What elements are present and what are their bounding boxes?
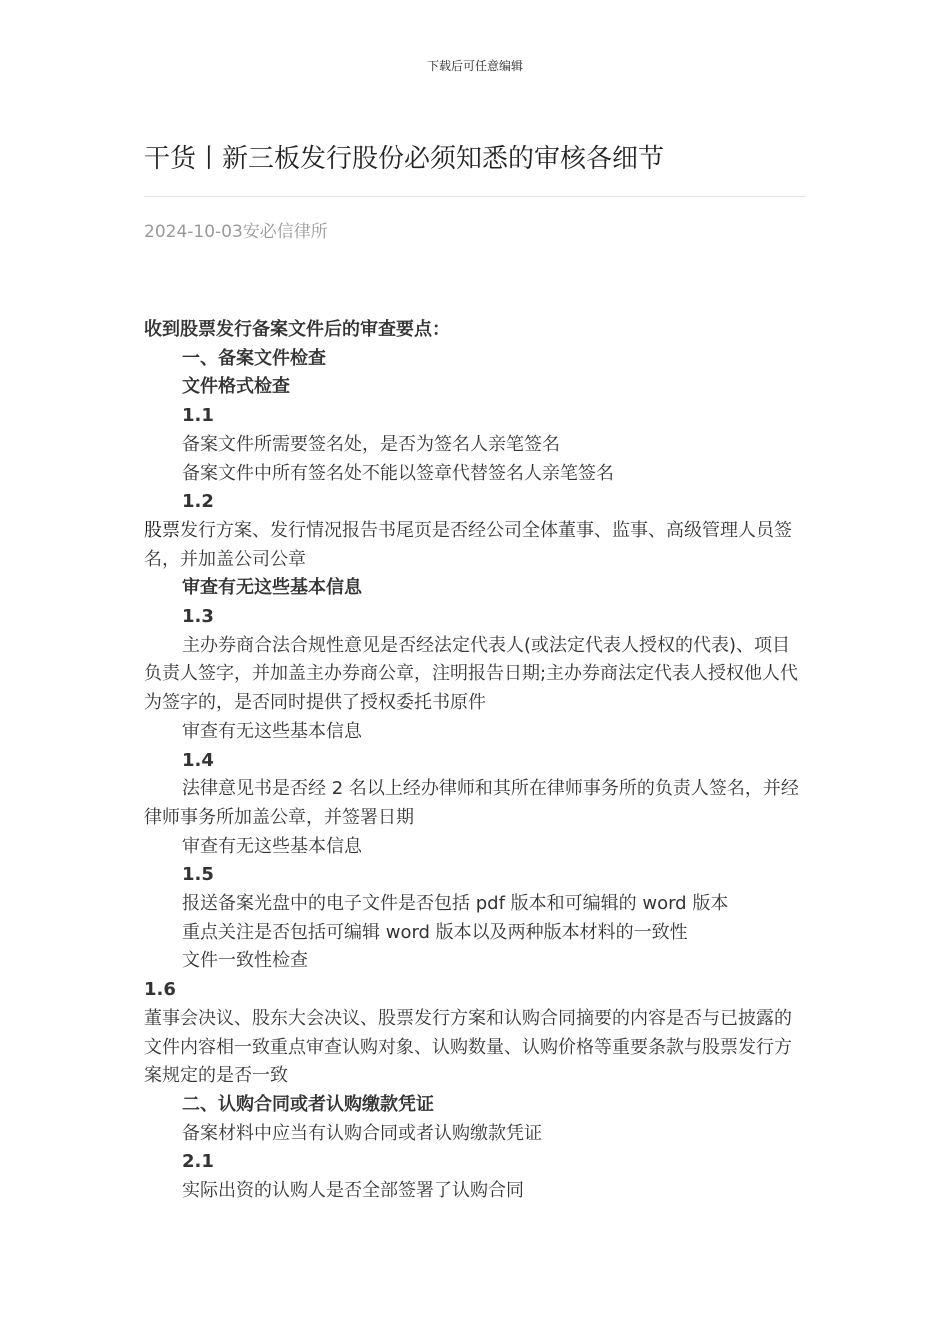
section-heading: 一、备案文件检查 xyxy=(182,347,326,369)
keyword-link[interactable]: 股票 xyxy=(144,519,180,541)
paragraph: 重点关注是否包括可编辑 word 版本以及两种版本材料的一致性 xyxy=(182,921,688,943)
subsection-heading: 文件格式检查 xyxy=(182,376,290,398)
article-author: 安必信律所 xyxy=(242,222,328,242)
paragraph-text: 法律意见书是否经 2 名以上经办律师和其所在律师事务所的负责人签名，并经律师事务所加盖公章，并签署日期 xyxy=(144,778,799,828)
item-number: 1.2 xyxy=(182,491,214,513)
paragraph: 实际出资的认购人是否全部签署了认购合同 xyxy=(182,1180,524,1202)
article-title: 干货丨新三板发行股份必须知悉的审核各细节 xyxy=(144,144,665,174)
article-body xyxy=(144,316,806,1206)
paragraph xyxy=(144,775,806,832)
paragraph-text: 主办券商合法合规性意见是否经法定代表人(或法定代表人授权的代表)、项目负责人签字，并加盖主办券商公章，注明报告日期;主办券商法定代表人授权他人代为签字的，是否同时提供了授权委托书原件 xyxy=(144,634,799,714)
header-note: 下载后可任意编辑 xyxy=(426,59,523,73)
paragraph xyxy=(144,632,806,718)
subsection-heading: 审查有无这些基本信息 xyxy=(182,577,362,599)
item-number: 1.6 xyxy=(144,979,176,1001)
paragraph: 备案文件中所有签名处不能以签章代替签名人亲笔签名 xyxy=(182,462,614,484)
section-heading: 二、认购合同或者认购缴款凭证 xyxy=(182,1093,434,1115)
item-number: 1.3 xyxy=(182,606,214,628)
paragraph: 备案材料中应当有认购合同或者认购缴款凭证 xyxy=(182,1122,542,1144)
paragraph: 报送备案光盘中的电子文件是否包括 pdf 版本和可编辑的 word 版本 xyxy=(182,893,729,915)
article-meta xyxy=(144,217,328,242)
paragraph: 文件一致性检查 xyxy=(182,950,308,972)
paragraph: 审查有无这些基本信息 xyxy=(182,835,362,857)
section-intro: 收到股票发行备案文件后的审查要点： xyxy=(144,319,450,340)
paragraph: 审查有无这些基本信息 xyxy=(182,720,362,742)
item-number: 1.5 xyxy=(182,864,214,886)
paragraph-text: 发行方案、发行情况报告书尾页是否经公司全体董事、监事、高级管理人员签名，并加盖公司公章 xyxy=(144,519,792,570)
title-divider xyxy=(144,196,806,197)
paragraph: 董事会决议、股东大会决议、股票发行方案和认购合同摘要的内容是否与已披露的文件内容相一致重点审查认购对象、认购数量、认购价格等重要条款与股票发行方案规定的是否一致 xyxy=(144,1007,792,1087)
item-number: 1.1 xyxy=(182,405,214,427)
article-date: 2024-10-03 xyxy=(144,222,243,242)
paragraph xyxy=(144,517,806,574)
item-number: 2.1 xyxy=(182,1151,214,1173)
item-number: 1.4 xyxy=(182,749,214,771)
paragraph: 备案文件所需要签名处，是否为签名人亲笔签名 xyxy=(182,433,560,455)
